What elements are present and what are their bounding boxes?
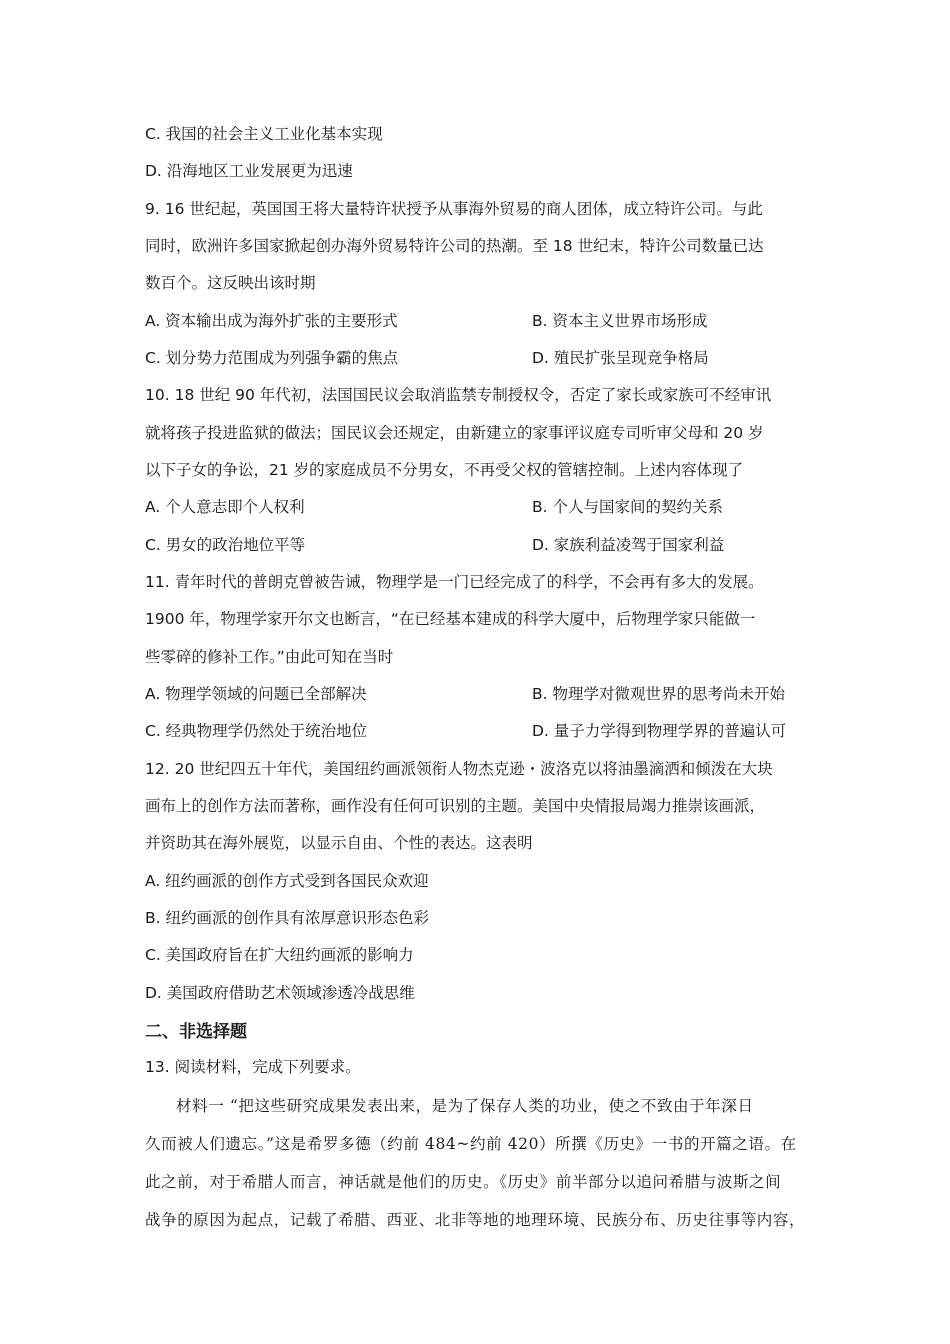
material-line-2: 久而被人们遗忘。”这是希罗多德（约前 484~约前 420）所撰《历史》一书的开篇之语。在 — [145, 1135, 797, 1153]
q8-option-c: C. 我国的社会主义工业化基本实现 — [145, 125, 383, 143]
q12-stem-line-3: 并资助其在海外展览，以显示自由、个性的表达。这表明 — [145, 834, 533, 852]
q9-option-d: D. 殖民扩张呈现竞争格局 — [532, 349, 709, 367]
q12-stem-line-2: 画布上的创作方法而著称，画作没有任何可识别的主题。美国中央情报局竭力推崇该画派， — [145, 797, 766, 815]
q10-stem-line-1: 10. 18 世纪 90 年代初，法国国民议会取消监禁专制授权令，否定了家长或家族可不经审讯 — [145, 386, 772, 404]
q8-option-d: D. 沿海地区工业发展更为迅速 — [145, 162, 353, 180]
q11-option-d: D. 量子力学得到物理学界的普遍认可 — [532, 722, 787, 740]
material-line-4: 战争的原因为起点，记载了希腊、西亚、北非等地的地理环境、民族分布、历史往事等内容， — [145, 1211, 806, 1229]
q9-option-a: A. 资本输出成为海外扩张的主要形式 — [145, 312, 398, 330]
q11-stem-line-2: 1900 年，物理学家开尔文也断言，“在已经基本建成的科学大厦中，后物理学家只能做一 — [145, 610, 756, 628]
q11-option-b: B. 物理学对微观世界的思考尚未开始 — [532, 685, 785, 703]
q9-stem-line-2: 同时，欧洲许多国家掀起创办海外贸易特许公司的热潮。至 18 世纪末，特许公司数量已达 — [145, 237, 764, 255]
q10-option-a: A. 个人意志即个人权利 — [145, 498, 305, 516]
q10-stem-line-2: 就将孩子投进监狱的做法；国民议会还规定，由新建立的家事评议庭专司听审父母和 20 岁 — [145, 424, 764, 442]
material-line-3: 此之前，对于希腊人而言，神话就是他们的历史。《历史》前半部分以追问希腊与波斯之间 — [145, 1173, 782, 1191]
q13-stem: 13. 阅读材料，完成下列要求。 — [145, 1058, 361, 1076]
section-heading: 二、非选择题 — [145, 1022, 247, 1042]
q10-stem-line-3: 以下子女的争讼，21 岁的家庭成员不分男女，不再受父权的管辖控制。上述内容体现了 — [145, 461, 744, 479]
q11-option-a: A. 物理学领域的问题已全部解决 — [145, 685, 367, 703]
q9-option-c: C. 划分势力范围成为列强争霸的焦点 — [145, 349, 399, 367]
q12-option-d: D. 美国政府借助艺术领域渗透冷战思维 — [145, 984, 415, 1002]
q9-option-b: B. 资本主义世界市场形成 — [532, 312, 708, 330]
q9-stem-line-1: 9. 16 世纪起，英国国王将大量特许状授予从事海外贸易的商人团体，成立特许公司。与此 — [145, 200, 763, 218]
q12-option-b: B. 纽约画派的创作具有浓厚意识形态色彩 — [145, 909, 429, 927]
q11-option-c: C. 经典物理学仍然处于统治地位 — [145, 722, 368, 740]
q12-option-c: C. 美国政府旨在扩大纽约画派的影响力 — [145, 946, 414, 964]
q11-stem-line-3: 些零碎的修补工作。”由此可知在当时 — [145, 648, 394, 666]
q9-stem-line-3: 数百个。这反映出该时期 — [145, 274, 316, 292]
q10-option-d: D. 家族利益凌驾于国家利益 — [532, 536, 725, 554]
material-line-1: 材料一 “把这些研究成果发表出来，是为了保存人类的功业，使之不致由于年深日 — [176, 1097, 754, 1115]
q10-option-c: C. 男女的政治地位平等 — [145, 536, 306, 554]
q12-stem-line-1: 12. 20 世纪四五十年代，美国纽约画派领衔人物杰克逊・波洛克以将油墨滴洒和倾泼在大块 — [145, 760, 773, 778]
q11-stem-line-1: 11. 青年时代的普朗克曾被告诫，物理学是一门已经完成了的科学，不会再有多大的发展。 — [145, 573, 764, 591]
q10-option-b: B. 个人与国家间的契约关系 — [532, 498, 723, 516]
q12-option-a: A. 纽约画派的创作方式受到各国民众欢迎 — [145, 872, 429, 890]
